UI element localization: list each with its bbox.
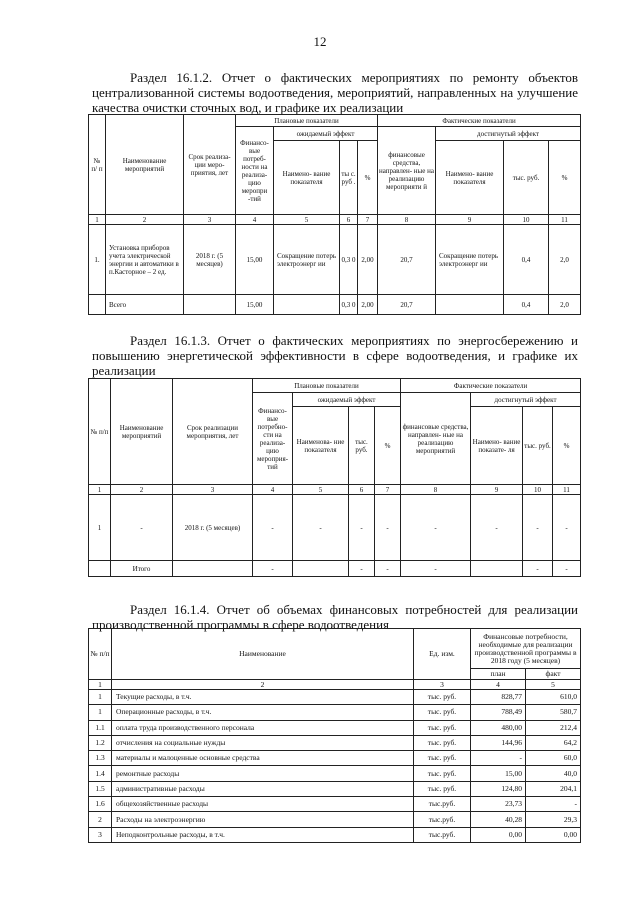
table-row	[89, 225, 581, 295]
col-name-header: Наименование мероприятий	[111, 379, 173, 485]
row-plan: -	[471, 751, 526, 766]
total-fin: -	[253, 561, 293, 577]
colnum: 9	[471, 485, 523, 495]
row-plan: 15,00	[471, 766, 526, 781]
achieved-effect-header: достигнутый эффект	[471, 393, 581, 407]
col-fin-need-header: Финансо- вые потреб- ности на реализа- цию меропри -тий	[236, 127, 274, 215]
row-plan: 788,49	[471, 705, 526, 720]
row-name: материалы и малоценные основные средства	[112, 751, 414, 766]
row-fact: 204,1	[526, 781, 581, 796]
colnum: 3	[414, 680, 471, 690]
fact-header: Фактические показатели	[378, 115, 581, 127]
row-num: 2	[89, 812, 112, 827]
table-row	[89, 751, 581, 766]
total-spent: 20,7	[378, 295, 436, 315]
total-pct: 2,00	[358, 295, 378, 315]
row-unit: тыс.руб.	[414, 812, 471, 827]
row-name: -	[111, 495, 173, 561]
row-name: Установка приборов учета электрической энергии и автоматики в п.Касторное – 2 ед.	[106, 225, 184, 295]
table-row	[89, 781, 581, 796]
row-exp-val: 0,3 0	[340, 225, 358, 295]
row-pct: 2,00	[358, 225, 378, 295]
section-3-heading-text: Раздел 16.1.4. Отчет об объемах финансовых потребностей для реализации производственной программы в сфере водоотведения	[92, 602, 578, 632]
total-fin: 15,00	[236, 295, 274, 315]
colnum: 5	[293, 485, 349, 495]
plan-header: план	[471, 669, 526, 680]
row-pct: -	[375, 495, 401, 561]
table-row	[89, 812, 581, 827]
row-num: 1.4	[89, 766, 112, 781]
row-unit: тыс. руб.	[414, 720, 471, 735]
row-plan: 40,28	[471, 812, 526, 827]
section-1-heading	[92, 70, 578, 115]
empty-cell	[184, 295, 236, 315]
row-num: 1.6	[89, 797, 112, 812]
col-term-header: Срок реализа- ции меро- приятия, лет	[184, 115, 236, 215]
ach-unit-header: тыс. руб.	[523, 407, 553, 485]
row-unit: тыс. руб.	[414, 781, 471, 796]
section-1-heading-text: Раздел 16.1.2. Отчет о фактических мероприятиях по ремонту объектов централизованной системы водоотведения, мероприятий, направленных на улучшение качества очистки сточных вод, и графике их реализации	[92, 70, 578, 115]
row-num: 1.2	[89, 735, 112, 750]
colnum: 2	[112, 680, 414, 690]
colnum: 2	[106, 215, 184, 225]
row-plan: 0,00	[471, 827, 526, 842]
fin-rows	[89, 690, 581, 843]
colnum: 10	[523, 485, 553, 495]
total-spent: -	[401, 561, 471, 577]
row-num: 1	[89, 705, 112, 720]
total-ach-pct: 2,0	[549, 295, 581, 315]
row-name: общехозяйственные расходы	[112, 797, 414, 812]
col-fin-spent-header: финансовые средства, направлен- ные на реализацию мероприяти й	[378, 127, 436, 215]
row-fact: 0,00	[526, 827, 581, 842]
total-label: Итого	[111, 561, 173, 577]
colnum: 11	[553, 485, 581, 495]
empty-cell	[89, 295, 106, 315]
table-row	[89, 705, 581, 720]
row-unit: тыс.руб.	[414, 827, 471, 842]
total-exp-val: -	[349, 561, 375, 577]
colnum: 3	[184, 215, 236, 225]
total-row	[89, 295, 581, 315]
row-name: Расходы на электроэнергию	[112, 812, 414, 827]
section-2-heading-text: Раздел 16.1.3. Отчет о фактических мероприятиях по энергосбережению и повышению энергетической эффективности в сфере водоотведения, и графике их реализации	[92, 333, 578, 378]
empty-cell	[471, 561, 523, 577]
exp-name-header: Наименова- ние показателя	[293, 407, 349, 485]
total-ach-val: -	[523, 561, 553, 577]
row-name: оплата труда производственного персонала	[112, 720, 414, 735]
col-term-header: Срок реализации мероприятия, лет	[173, 379, 253, 485]
row-fact: 212,4	[526, 720, 581, 735]
empty-cell	[293, 561, 349, 577]
row-unit: тыс.руб.	[414, 797, 471, 812]
col-name-header: Наименование мероприятий	[106, 115, 184, 215]
row-unit: тыс. руб.	[414, 751, 471, 766]
row-plan: 480,00	[471, 720, 526, 735]
empty-cell	[173, 561, 253, 577]
row-num: 1.1	[89, 720, 112, 735]
row-plan: 124,80	[471, 781, 526, 796]
fact-header: Фактические показатели	[401, 379, 581, 393]
row-fin: -	[253, 495, 293, 561]
row-term: 2018 г. (5 месяцев)	[184, 225, 236, 295]
row-num: 3	[89, 827, 112, 842]
row-term: 2018 г. (5 месяцев)	[173, 495, 253, 561]
table-row	[89, 735, 581, 750]
expected-effect-header: ожидаемый эффект	[293, 393, 401, 407]
colnum: 6	[340, 215, 358, 225]
colnum: 3	[173, 485, 253, 495]
row-num: 1.5	[89, 781, 112, 796]
row-ach-pct: -	[553, 495, 581, 561]
section-1-table	[88, 114, 581, 315]
col-unit-header: Ед. изм.	[414, 629, 471, 680]
colnum: 7	[358, 215, 378, 225]
row-exp-val: -	[349, 495, 375, 561]
total-ach-pct: -	[553, 561, 581, 577]
colnum: 1	[89, 485, 111, 495]
exp-unit-header: ты с. руб .	[340, 141, 358, 215]
row-ach-name: -	[471, 495, 523, 561]
empty-cell	[274, 295, 340, 315]
row-name: ремонтные расходы	[112, 766, 414, 781]
ach-name-header: Наимено- вание показате- ля	[471, 407, 523, 485]
col-fin-need-header: Финансо- вые потребно- сти на реализа- цию мероприя- тий	[253, 393, 293, 485]
row-ach-pct: 2,0	[549, 225, 581, 295]
row-exp-name: Сокращение потерь электроэнерг ии	[274, 225, 340, 295]
ach-name-header: Наимено- вание показателя	[436, 141, 504, 215]
colnum: 4	[236, 215, 274, 225]
page-number: 12	[313, 34, 327, 49]
row-fact: -	[526, 797, 581, 812]
expected-effect-header: ожидаемый эффект	[274, 127, 378, 141]
row-plan: 23,73	[471, 797, 526, 812]
col-fin-spent-header: финансовые средства, направлен- ные на реализацию мероприятий	[401, 393, 471, 485]
row-spent: -	[401, 495, 471, 561]
row-fact: 60,0	[526, 751, 581, 766]
row-fact: 610,0	[526, 690, 581, 705]
colnum: 4	[471, 680, 526, 690]
table-row	[89, 797, 581, 812]
plan-header: Плановые показатели	[236, 115, 378, 127]
colnum: 9	[436, 215, 504, 225]
row-ach-name: Сокращение потерь электроэнерг ии	[436, 225, 504, 295]
row-num: 1	[89, 690, 112, 705]
total-label: Всего	[106, 295, 184, 315]
empty-cell	[436, 295, 504, 315]
row-fact: 64,2	[526, 735, 581, 750]
row-ach-val: -	[523, 495, 553, 561]
section-3-table	[88, 628, 581, 843]
row-name: Неподконтрольные расходы, в т.ч.	[112, 827, 414, 842]
exp-unit-header: тыс. руб.	[349, 407, 375, 485]
row-plan: 144,96	[471, 735, 526, 750]
colnum: 11	[549, 215, 581, 225]
exp-name-header: Наимено- вание показателя	[274, 141, 340, 215]
row-unit: тыс. руб.	[414, 766, 471, 781]
total-pct: -	[375, 561, 401, 577]
col-num-header: № п/п	[89, 629, 112, 680]
row-fact: 29,3	[526, 812, 581, 827]
table-row	[89, 690, 581, 705]
achieved-effect-header: достигнутый эффект	[436, 127, 581, 141]
table-row	[89, 495, 581, 561]
colnum: 1	[89, 680, 112, 690]
row-unit: тыс. руб.	[414, 705, 471, 720]
col-fin-header: Финансовые потребности, необходимые для реализации производственной программы в 2018 году (5 месяцев)	[471, 629, 581, 669]
section-2-table	[88, 378, 581, 577]
row-unit: тыс. руб.	[414, 690, 471, 705]
colnum: 10	[504, 215, 549, 225]
row-name: отчисления на социальные нужды	[112, 735, 414, 750]
colnum: 2	[111, 485, 173, 495]
table-row	[89, 827, 581, 842]
empty-cell	[89, 561, 111, 577]
row-fact: 40,0	[526, 766, 581, 781]
row-plan: 828,77	[471, 690, 526, 705]
total-ach-val: 0,4	[504, 295, 549, 315]
total-row	[89, 561, 581, 577]
fact-header: факт	[526, 669, 581, 680]
ach-pct-header: %	[549, 141, 581, 215]
col-num-header: № п/ п	[89, 115, 106, 215]
colnum: 4	[253, 485, 293, 495]
colnum: 7	[375, 485, 401, 495]
row-fin: 15,00	[236, 225, 274, 295]
section-2-heading	[92, 333, 578, 378]
row-name: Операционные расходы, в т.ч.	[112, 705, 414, 720]
row-num: 1.	[89, 225, 106, 295]
table-row	[89, 766, 581, 781]
ach-unit-header: тыс. руб.	[504, 141, 549, 215]
colnum: 5	[274, 215, 340, 225]
colnum: 6	[349, 485, 375, 495]
plan-header: Плановые показатели	[253, 379, 401, 393]
exp-pct-header: %	[375, 407, 401, 485]
row-fact: 580,7	[526, 705, 581, 720]
exp-pct-header: %	[358, 141, 378, 215]
row-unit: тыс. руб.	[414, 735, 471, 750]
colnum: 8	[378, 215, 436, 225]
row-num: 1.3	[89, 751, 112, 766]
total-exp-val: 0,3 0	[340, 295, 358, 315]
col-num-header: № п/п	[89, 379, 111, 485]
table-row	[89, 720, 581, 735]
row-spent: 20,7	[378, 225, 436, 295]
colnum: 1	[89, 215, 106, 225]
row-ach-val: 0,4	[504, 225, 549, 295]
colnum: 8	[401, 485, 471, 495]
row-name: административные расходы	[112, 781, 414, 796]
ach-pct-header: %	[553, 407, 581, 485]
row-exp-name: -	[293, 495, 349, 561]
row-num: 1	[89, 495, 111, 561]
colnum: 5	[526, 680, 581, 690]
col-name-header: Наименование	[112, 629, 414, 680]
row-name: Текущие расходы, в т.ч.	[112, 690, 414, 705]
